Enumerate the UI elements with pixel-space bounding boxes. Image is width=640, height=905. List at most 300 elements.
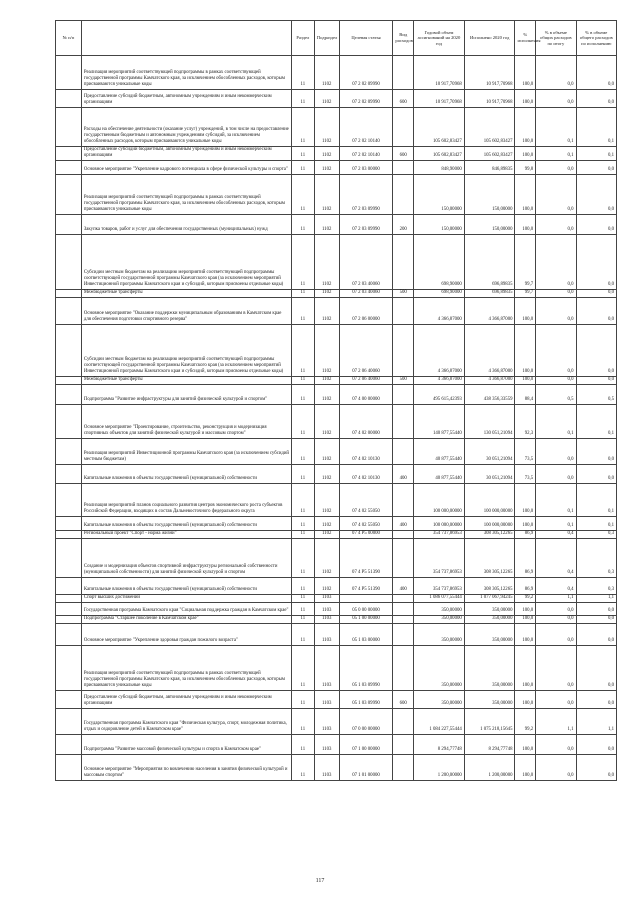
cell-podrazdel: 1103 (314, 646, 339, 691)
cell-exec: 1 075 218,15645 (464, 709, 515, 735)
cell-num (56, 616, 82, 624)
cell-share2: 0,3 (576, 539, 616, 578)
table-row (56, 147, 617, 161)
cell-plan: 105 602,83427 (414, 108, 465, 147)
cell-razdel: 11 (291, 709, 314, 735)
cell-podrazdel: 1102 (314, 90, 339, 108)
table-row (56, 531, 617, 539)
cell-csr: 07 2 02 10140 (339, 108, 393, 147)
cell-razdel: 11 (291, 235, 314, 290)
cell-vr (393, 646, 414, 691)
cell-vr: 400 (393, 517, 414, 531)
cell-share2: 1,1 (576, 709, 616, 735)
cell-vr: 600 (393, 691, 414, 709)
cell-podrazdel: 1102 (314, 539, 339, 578)
cell-share1: 0,0 (536, 755, 576, 781)
cell-pct: 100,0 (515, 325, 536, 377)
cell-share1: 1,1 (536, 709, 576, 735)
cell-name: Закупка товаров, работ и услуг для обеспечения государственных (муниципальных) нужд (81, 215, 291, 235)
cell-share1: 0,5 (536, 385, 576, 405)
cell-csr: 07 1 01 00000 (339, 755, 393, 781)
header-share2: % в объеме общего расходов по исполнению (576, 21, 616, 56)
cell-plan: 100 000,00000 (414, 484, 465, 517)
cell-podrazdel: 1102 (314, 517, 339, 531)
cell-plan: 1 200,00000 (414, 755, 465, 781)
cell-podrazdel: 1103 (314, 735, 339, 755)
cell-podrazdel: 1102 (314, 298, 339, 325)
cell-num (56, 108, 82, 147)
cell-exec: 696,89835 (464, 290, 515, 298)
cell-num (56, 215, 82, 235)
cell-plan: 350,00000 (414, 616, 465, 624)
header-vr: Вид расходов (393, 21, 414, 56)
cell-num (56, 517, 82, 531)
cell-name: Межбюджетные трансферты (81, 377, 291, 385)
cell-share2: 0,3 (576, 578, 616, 595)
cell-share2: 0,0 (576, 325, 616, 377)
cell-name: Субсидии местным бюджетам на реализацию мероприятий соответствующей подпрограммы соответствующей государственной программы Камчатского края (за исключением мероприятий Инвестиционной программы Камчатского края и субсидий, которым присвоены отдельные коды) (81, 325, 291, 377)
cell-exec: 846,89835 (464, 161, 515, 175)
cell-share1: 0,4 (536, 531, 576, 539)
cell-csr: 07 2 06 00000 (339, 298, 393, 325)
cell-razdel: 11 (291, 147, 314, 161)
cell-share1: 0,1 (536, 484, 576, 517)
cell-plan: 4 366,87000 (414, 377, 465, 385)
cell-vr: 400 (393, 578, 414, 595)
cell-csr: 07 4 P5 51390 (339, 539, 393, 578)
cell-share2: 0,0 (576, 56, 616, 90)
cell-razdel: 11 (291, 531, 314, 539)
cell-share2: 0,0 (576, 215, 616, 235)
cell-podrazdel: 1102 (314, 56, 339, 90)
cell-podrazdel: 1102 (314, 108, 339, 147)
table-row (56, 90, 617, 108)
cell-razdel: 11 (291, 161, 314, 175)
cell-num (56, 56, 82, 90)
cell-csr: 07 4 P5 00000 (339, 531, 393, 539)
cell-vr: 500 (393, 377, 414, 385)
cell-share2: 0,0 (576, 298, 616, 325)
cell-razdel: 11 (291, 298, 314, 325)
cell-num (56, 624, 82, 646)
table-row (56, 735, 617, 755)
cell-num (56, 325, 82, 377)
cell-csr: 07 1 00 00000 (339, 735, 393, 755)
cell-razdel: 11 (291, 755, 314, 781)
cell-razdel: 11 (291, 405, 314, 439)
cell-num (56, 595, 82, 603)
cell-vr (393, 385, 414, 405)
cell-razdel: 11 (291, 325, 314, 377)
cell-share1: 0,0 (536, 465, 576, 484)
cell-razdel: 11 (291, 646, 314, 691)
cell-num (56, 298, 82, 325)
cell-razdel: 11 (291, 215, 314, 235)
cell-pct: 86,9 (515, 539, 536, 578)
cell-share2: 0,3 (576, 531, 616, 539)
cell-podrazdel: 1102 (314, 235, 339, 290)
cell-pct: 99,2 (515, 709, 536, 735)
table-row (56, 646, 617, 691)
table-row (56, 616, 617, 624)
cell-razdel: 11 (291, 578, 314, 595)
header-podrazdel: Подраздел (314, 21, 339, 56)
cell-exec: 30 051,21094 (464, 439, 515, 465)
cell-plan: 354 737,86953 (414, 539, 465, 578)
cell-share2: 0,0 (576, 755, 616, 781)
table-row (56, 484, 617, 517)
cell-csr: 05 1 03 09990 (339, 646, 393, 691)
cell-name: Капитальные вложения в объекты государственной (муниципальной) собственности (81, 465, 291, 484)
cell-share2: 0,0 (576, 735, 616, 755)
cell-exec: 1 200,00000 (464, 755, 515, 781)
cell-share2: 0,0 (576, 603, 616, 616)
cell-csr: 07 2 03 40060 (339, 235, 393, 290)
header-num: № п/п (56, 21, 82, 56)
cell-share1: 0,1 (536, 517, 576, 531)
cell-vr (393, 108, 414, 147)
cell-vr (393, 484, 414, 517)
cell-name: Создание и модернизация объектов спортивной инфраструктуры региональной собственности (муниципальной собственности) для занятий физической культурой и спортом (81, 539, 291, 578)
cell-exec: 308 305,12265 (464, 531, 515, 539)
cell-pct: 100,0 (515, 175, 536, 215)
cell-pct: 100,0 (515, 90, 536, 108)
table-row (56, 691, 617, 709)
cell-share1: 0,0 (536, 439, 576, 465)
cell-pct: 86,9 (515, 531, 536, 539)
cell-pct: 100,0 (515, 108, 536, 147)
header-pct: % исполнения (515, 21, 536, 56)
cell-exec: 10 917,70968 (464, 56, 515, 90)
cell-num (56, 235, 82, 290)
table-header (56, 21, 617, 56)
cell-vr: 500 (393, 290, 414, 298)
cell-share2: 0,1 (576, 484, 616, 517)
cell-vr (393, 595, 414, 603)
cell-plan: 140 877,55440 (414, 405, 465, 439)
cell-name: Основное мероприятие "Укрепление здоровья граждан пожилого возраста" (81, 624, 291, 646)
cell-csr: 07 4 02 10130 (339, 465, 393, 484)
cell-plan: 495 615,42393 (414, 385, 465, 405)
cell-name: Капитальные вложения в объекты государственной (муниципальной) собственности (81, 578, 291, 595)
cell-exec: 4 366,87000 (464, 298, 515, 325)
cell-pct: 100,0 (515, 603, 536, 616)
cell-num (56, 439, 82, 465)
cell-plan: 350,00000 (414, 603, 465, 616)
cell-name: Подпрограмма "Развитие инфраструктуры для занятий физической культурой и спортом" (81, 385, 291, 405)
cell-num (56, 603, 82, 616)
header-name (81, 21, 291, 56)
cell-exec: 350,00000 (464, 646, 515, 691)
cell-vr (393, 325, 414, 377)
cell-podrazdel: 1103 (314, 624, 339, 646)
cell-share1: 0,0 (536, 56, 576, 90)
cell-podrazdel: 1102 (314, 325, 339, 377)
cell-share2: 0,0 (576, 377, 616, 385)
cell-exec: 100 000,00000 (464, 484, 515, 517)
cell-plan: 848,90000 (414, 161, 465, 175)
header-exec: Исполнено 2020 год (464, 21, 515, 56)
cell-plan: 1 086 077,55444 (414, 595, 465, 603)
cell-csr: 07 4 02 10130 (339, 439, 393, 465)
cell-podrazdel: 1102 (314, 439, 339, 465)
cell-share2: 0,0 (576, 646, 616, 691)
cell-csr: 07 2 02 09990 (339, 56, 393, 90)
cell-plan: 10 917,70968 (414, 90, 465, 108)
cell-share1: 0,0 (536, 603, 576, 616)
table-row (56, 161, 617, 175)
cell-podrazdel: 1102 (314, 531, 339, 539)
cell-exec: 30 051,21094 (464, 465, 515, 484)
cell-share1: 0,1 (536, 405, 576, 439)
cell-share1: 0,0 (536, 235, 576, 290)
document-page (55, 20, 617, 781)
cell-pct: 99,2 (515, 595, 536, 603)
cell-csr: 07 2 03 09990 (339, 175, 393, 215)
cell-name: Основное мероприятие "Мероприятия по вовлечению населения в занятия физической культурой и массовым спортом" (81, 755, 291, 781)
cell-razdel: 11 (291, 517, 314, 531)
cell-share2: 0,5 (576, 385, 616, 405)
cell-podrazdel: 1102 (314, 215, 339, 235)
cell-share1: 0,1 (536, 108, 576, 147)
cell-plan: 105 602,83427 (414, 147, 465, 161)
cell-name: Подпрограмма "Развитие массовой физической культуры и спорта в Камчатском крае" (81, 735, 291, 755)
cell-name: Реализация мероприятий Инвестиционной программы Камчатского края (за исключением субсидий местным бюджетам) (81, 439, 291, 465)
cell-pct: 99,7 (515, 235, 536, 290)
cell-share2: 0,0 (576, 90, 616, 108)
cell-vr (393, 405, 414, 439)
cell-share1: 0,4 (536, 539, 576, 578)
cell-vr (393, 539, 414, 578)
cell-name: Государственная программа Камчатского края "Социальная поддержка граждан в Камчатском крае" (81, 603, 291, 616)
cell-csr: 07 4 02 55050 (339, 484, 393, 517)
cell-pct: 100,0 (515, 56, 536, 90)
cell-share1: 0,0 (536, 624, 576, 646)
cell-exec: 10 917,70968 (464, 90, 515, 108)
cell-num (56, 755, 82, 781)
cell-share1: 1,1 (536, 595, 576, 603)
cell-podrazdel: 1103 (314, 616, 339, 624)
cell-num (56, 161, 82, 175)
cell-share1: 0,0 (536, 290, 576, 298)
cell-plan: 354 737,86953 (414, 578, 465, 595)
cell-num (56, 484, 82, 517)
cell-share2: 0,1 (576, 405, 616, 439)
cell-podrazdel: 1102 (314, 290, 339, 298)
cell-exec: 438 356,33559 (464, 385, 515, 405)
cell-vr (393, 161, 414, 175)
cell-exec: 350,00000 (464, 691, 515, 709)
cell-csr: 05 0 00 00000 (339, 603, 393, 616)
table-row (56, 377, 617, 385)
table-row (56, 578, 617, 595)
cell-vr (393, 616, 414, 624)
cell-pct: 100,0 (515, 691, 536, 709)
cell-share1: 0,0 (536, 325, 576, 377)
cell-share1: 0,0 (536, 735, 576, 755)
cell-num (56, 691, 82, 709)
cell-razdel: 11 (291, 624, 314, 646)
cell-podrazdel: 1102 (314, 147, 339, 161)
cell-razdel: 11 (291, 175, 314, 215)
cell-podrazdel: 1103 (314, 691, 339, 709)
cell-share2: 0,0 (576, 691, 616, 709)
cell-vr (393, 235, 414, 290)
cell-plan: 4 366,87000 (414, 298, 465, 325)
cell-share2: 0,0 (576, 439, 616, 465)
cell-exec: 150,00000 (464, 215, 515, 235)
table-row (56, 539, 617, 578)
cell-share1: 0,0 (536, 298, 576, 325)
cell-name: Капитальные вложения в объекты государственной (муниципальной) собственности (81, 517, 291, 531)
cell-plan: 354 737,86953 (414, 531, 465, 539)
cell-exec: 105 602,83427 (464, 147, 515, 161)
cell-num (56, 377, 82, 385)
header-csr: Целевая статья (339, 21, 393, 56)
cell-name: Государственная программа Камчатского края "Физическая культура, спорт, молодежная политика, отдых и оздоровление детей в Камчатском крае" (81, 709, 291, 735)
cell-podrazdel: 1103 (314, 755, 339, 781)
cell-pct: 100,0 (515, 484, 536, 517)
cell-pct: 100,0 (515, 755, 536, 781)
cell-share2: 0,1 (576, 108, 616, 147)
cell-num (56, 90, 82, 108)
table-row (56, 405, 617, 439)
cell-vr (393, 755, 414, 781)
cell-csr: 07 2 03 40060 (339, 290, 393, 298)
cell-pct: 99,8 (515, 161, 536, 175)
cell-exec: 100 000,00000 (464, 517, 515, 531)
cell-csr: 07 4 02 00000 (339, 405, 393, 439)
cell-podrazdel: 1102 (314, 385, 339, 405)
cell-name: Расходы на обеспечение деятельности (оказание услуг) учреждений, в том числе на предоставление государственным бюджетным и автономным учреждениям субсидий, за исключением обособленных расходов, которым присваиваются уникальные коды (81, 108, 291, 147)
cell-podrazdel: 1103 (314, 709, 339, 735)
cell-pct: 100,0 (515, 298, 536, 325)
cell-vr (393, 735, 414, 755)
cell-num (56, 578, 82, 595)
cell-plan: 40 877,55440 (414, 439, 465, 465)
cell-num (56, 465, 82, 484)
cell-exec: 308 305,12265 (464, 578, 515, 595)
cell-name: Реализация мероприятий соответствующей подпрограммы в рамках соответствующей государственной программы Камчатского края, за исключением обособленных расходов, которым присваиваются уникальные коды (81, 175, 291, 215)
cell-csr: 07 4 02 55050 (339, 517, 393, 531)
cell-podrazdel: 1102 (314, 578, 339, 595)
table-row (56, 56, 617, 90)
cell-name: Субсидии местным бюджетам на реализацию мероприятий соответствующей подпрограммы соответствующей государственной программы Камчатского края (за исключением мероприятий Инвестиционной программы Камчатского края и субсидий, которым присвоены отдельные коды) (81, 235, 291, 290)
cell-razdel: 11 (291, 56, 314, 90)
cell-name: Предоставление субсидий бюджетным, автономным учреждениям и иным некоммерческим организациям (81, 691, 291, 709)
table-row (56, 755, 617, 781)
cell-razdel: 11 (291, 290, 314, 298)
header-razdel: Раздел (291, 21, 314, 56)
cell-vr: 600 (393, 90, 414, 108)
cell-share1: 0,0 (536, 161, 576, 175)
cell-exec: 130 051,21094 (464, 405, 515, 439)
cell-csr: 05 1 03 00000 (339, 624, 393, 646)
cell-plan: 1 084 227,55444 (414, 709, 465, 735)
cell-vr (393, 56, 414, 90)
cell-share1: 0,0 (536, 175, 576, 215)
cell-vr: 200 (393, 215, 414, 235)
table-row (56, 439, 617, 465)
cell-plan: 350,00000 (414, 646, 465, 691)
cell-pct: 100,0 (515, 377, 536, 385)
cell-num (56, 531, 82, 539)
cell-exec: 696,89835 (464, 235, 515, 290)
cell-csr: 05 1 00 00000 (339, 616, 393, 624)
budget-table (55, 20, 617, 781)
cell-razdel: 11 (291, 108, 314, 147)
cell-name: Основное мероприятие "Проектирование, строительство, реконструкция и модернизация спортивных объектов для занятий физической культурой и массовым спортом" (81, 405, 291, 439)
table-row (56, 517, 617, 531)
table-row (56, 709, 617, 735)
cell-share1: 0,4 (536, 578, 576, 595)
cell-plan: 350,00000 (414, 691, 465, 709)
cell-csr: 07 2 03 09990 (339, 215, 393, 235)
header-plan: Годовой объем ассигнований на 2020 год (414, 21, 465, 56)
cell-share2: 0,0 (576, 235, 616, 290)
cell-exec: 4 366,87000 (464, 325, 515, 377)
cell-pct: 100,0 (515, 735, 536, 755)
cell-pct: 92,3 (515, 405, 536, 439)
cell-plan: 40 877,55440 (414, 465, 465, 484)
table-row (56, 290, 617, 298)
table-row (56, 603, 617, 616)
cell-exec: 350,00000 (464, 603, 515, 616)
cell-exec: 8 294,77748 (464, 735, 515, 755)
cell-num (56, 405, 82, 439)
cell-exec: 1 077 067,94245 (464, 595, 515, 603)
cell-vr (393, 531, 414, 539)
cell-razdel: 11 (291, 465, 314, 484)
cell-name: Реализация мероприятий соответствующей подпрограммы в рамках соответствующей государственной программы Камчатского края, за исключением обособленных расходов, которым присваиваются уникальные коды (81, 646, 291, 691)
cell-pct: 73,5 (515, 439, 536, 465)
cell-pct: 100,0 (515, 646, 536, 691)
cell-csr: 05 1 03 09990 (339, 691, 393, 709)
cell-share2: 0,0 (576, 175, 616, 215)
cell-plan: 698,90000 (414, 290, 465, 298)
cell-plan: 8 294,77748 (414, 735, 465, 755)
cell-name: Подпрограмма "Старшее поколение в Камчатском крае" (81, 616, 291, 624)
cell-exec: 350,00000 (464, 616, 515, 624)
cell-plan: 698,90000 (414, 235, 465, 290)
cell-share2: 1,1 (576, 595, 616, 603)
cell-plan: 10 917,70968 (414, 56, 465, 90)
cell-share1: 0,0 (536, 90, 576, 108)
cell-podrazdel: 1102 (314, 465, 339, 484)
cell-name: Спорт высших достижений (81, 595, 291, 603)
cell-csr: 07 2 03 00000 (339, 161, 393, 175)
cell-name: Региональный проект "Спорт - норма жизни" (81, 531, 291, 539)
cell-podrazdel: 1102 (314, 405, 339, 439)
header-share1: % в объеме общих расходов по итогу (536, 21, 576, 56)
table-row (56, 385, 617, 405)
cell-csr: 07 4 00 00000 (339, 385, 393, 405)
cell-share2: 0,1 (576, 147, 616, 161)
cell-podrazdel: 1102 (314, 377, 339, 385)
cell-plan: 150,00000 (414, 175, 465, 215)
cell-vr (393, 603, 414, 616)
cell-share2: 0,0 (576, 161, 616, 175)
cell-vr (393, 439, 414, 465)
cell-num (56, 147, 82, 161)
cell-vr (393, 624, 414, 646)
cell-pct: 100,0 (515, 215, 536, 235)
cell-share2: 0,0 (576, 624, 616, 646)
cell-plan: 4 366,87000 (414, 325, 465, 377)
cell-vr (393, 709, 414, 735)
cell-plan: 100 000,00000 (414, 517, 465, 531)
cell-razdel: 11 (291, 484, 314, 517)
